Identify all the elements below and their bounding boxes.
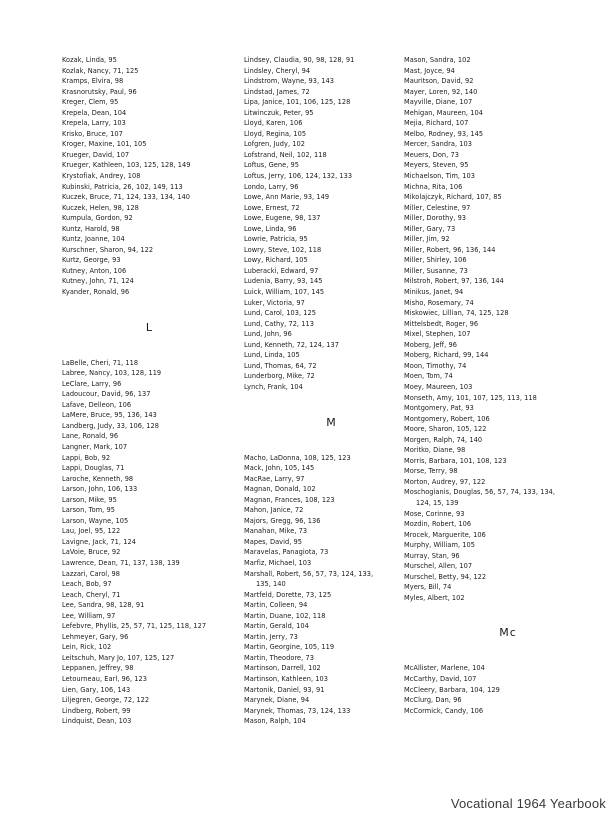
index-entry: Lynch, Frank, 104 bbox=[244, 382, 303, 391]
index-entry: Miller, Susanne, 73 bbox=[404, 266, 468, 275]
index-entry: Lane, Ronald, 96 bbox=[62, 432, 119, 441]
index-entry: Liljegren, George, 72, 122 bbox=[62, 696, 150, 705]
index-entry: Mixel, Stephen, 107 bbox=[404, 330, 471, 339]
index-entry: Miller, Celestine, 97 bbox=[404, 203, 471, 212]
index-entry: Kuczek, Helen, 98, 128 bbox=[62, 203, 139, 212]
index-entry: Meyers, Steven, 95 bbox=[404, 161, 469, 170]
index-entry: Lazzari, Carol, 98 bbox=[62, 569, 120, 578]
index-entry: Michaelson, Tim, 103 bbox=[404, 172, 475, 181]
index-entry: Kozlak, Nancy, 71, 125 bbox=[62, 66, 139, 75]
index-entry: Larson, John, 106, 133 bbox=[62, 485, 138, 494]
index-entry: Ludenia, Barry, 93, 145 bbox=[244, 277, 323, 286]
index-entry: Ladoucour, David, 96, 137 bbox=[62, 390, 151, 399]
index-entry: Laroche, Kenneth, 98 bbox=[62, 474, 134, 483]
index-entry: Magnan, Donald, 102 bbox=[244, 485, 316, 494]
index-entry: Larson, Tom, 95 bbox=[62, 506, 115, 515]
index-entry: Krystofiak, Andrey, 108 bbox=[62, 172, 141, 181]
index-entry: Magnan, Frances, 108, 123 bbox=[244, 495, 335, 504]
index-entry: Lowe, Ann Marie, 93, 149 bbox=[244, 193, 330, 202]
index-entry: Moon, Timothy, 74 bbox=[404, 361, 467, 370]
index-entry: Lund, Kenneth, 72, 124, 137 bbox=[244, 340, 340, 349]
index-entry: Miller, Dorothy, 93 bbox=[404, 214, 467, 223]
index-entry: Miller, Gary, 73 bbox=[404, 224, 456, 233]
index-entry: Milstroh, Robert, 97, 136, 144 bbox=[404, 277, 504, 286]
index-entry: Mrocek, Marguerite, 106 bbox=[404, 530, 486, 539]
index-entry: Lund, Thomas, 64, 72 bbox=[244, 361, 317, 370]
index-entry: Luker, Victoria, 97 bbox=[244, 298, 305, 307]
index-entry: Leach, Bob, 97 bbox=[62, 580, 112, 589]
index-entry: Lappi, Bob, 92 bbox=[62, 453, 111, 462]
index-entry: Marynek, Diane, 94 bbox=[244, 696, 310, 705]
index-entry: 135, 140 bbox=[256, 580, 286, 589]
index-entry: Martonik, Daniel, 93, 91 bbox=[244, 685, 325, 694]
index-entry: Kroger, Maxine, 101, 105 bbox=[62, 140, 147, 149]
index-entry: Meuers, Don, 73 bbox=[404, 150, 459, 159]
index-entry: Lindberg, Robert, 99 bbox=[62, 706, 131, 715]
index-entry: Krepela, Larry, 103 bbox=[62, 119, 126, 128]
index-entry: Kuczek, Bruce, 71, 124, 133, 134, 140 bbox=[62, 193, 190, 202]
index-entry: Martfeld, Dorette, 73, 125 bbox=[244, 590, 332, 599]
index-entry: Lindsey, Claudia, 90, 98, 128, 91 bbox=[244, 56, 355, 64]
index-entry: Kyander, Ronald, 96 bbox=[62, 288, 130, 297]
index-entry: Larson, Wayne, 105 bbox=[62, 516, 129, 525]
index-entry: Lowry, Steve, 102, 118 bbox=[244, 245, 322, 254]
index-entry: Moberg, Jeff, 96 bbox=[404, 340, 457, 349]
index-entry: Morris, Barbara, 101, 108, 123 bbox=[404, 456, 507, 465]
index-entry: Kurschner, Sharon, 94, 122 bbox=[62, 245, 154, 254]
index-entry: Lunderborg, Mike, 72 bbox=[244, 372, 315, 381]
index-entry: Lindstrom, Wayne, 93, 143 bbox=[244, 77, 334, 86]
index-entry: McClurg, Dan, 96 bbox=[404, 696, 462, 705]
index-entry: Labree, Nancy, 103, 128, 119 bbox=[62, 369, 162, 378]
index-entry: Kumpula, Gordon, 92 bbox=[62, 214, 133, 223]
index-entry: Lowrie, Patricia, 95 bbox=[244, 235, 308, 244]
index-entry: Myles, Albert, 102 bbox=[404, 593, 465, 602]
index-entry: Kutney, Anton, 106 bbox=[62, 266, 127, 275]
index-entry: Kramps, Elvira, 98 bbox=[62, 77, 124, 86]
index-column-1 bbox=[62, 55, 237, 727]
index-entry: Montgomery, Robert, 106 bbox=[404, 414, 490, 423]
index-entry: McAllister, Marlene, 104 bbox=[404, 664, 485, 673]
index-entry: Lofstrand, Neil, 102, 118 bbox=[244, 150, 327, 159]
index-entry: Lund, Linda, 105 bbox=[244, 351, 300, 360]
index-entry: Martinson, Darrell, 102 bbox=[244, 664, 321, 673]
index-entry: Lehmeyer, Gary, 96 bbox=[62, 632, 129, 641]
index-entry: Kurtz, George, 93 bbox=[62, 256, 121, 265]
index-entry: MacRae, Larry, 97 bbox=[244, 474, 305, 483]
index-entry: Mehigan, Maureen, 104 bbox=[404, 108, 483, 117]
index-entry: Lau, Joel, 95, 122 bbox=[62, 527, 121, 536]
index-entry: Krisko, Bruce, 107 bbox=[62, 129, 123, 138]
index-entry: LaVoie, Bruce, 92 bbox=[62, 548, 121, 557]
index-entry: Lowe, Ernest, 72 bbox=[244, 203, 300, 212]
index-entry: Mejia, Richard, 107 bbox=[404, 119, 469, 128]
index-entry: Kutney, John, 71, 124 bbox=[62, 277, 134, 286]
index-entry: Manahan, Mike, 73 bbox=[244, 527, 308, 536]
index-entry: Marshall, Robert, 56, 57, 73, 124, 133, bbox=[244, 569, 374, 578]
index-entry: Luberacki, Edward, 97 bbox=[244, 266, 319, 275]
index-entry: Lindquist, Dean, 103 bbox=[62, 717, 132, 726]
index-entry: Misho, Rosemary, 74 bbox=[404, 298, 474, 307]
index-entry: Lappi, Douglas, 71 bbox=[62, 464, 125, 473]
index-entry: Lawrence, Dean, 71, 137, 138, 139 bbox=[62, 558, 180, 567]
index-entry: Lowe, Linda, 96 bbox=[244, 224, 297, 233]
index-entry: Mikolajczyk, Richard, 107, 85 bbox=[404, 193, 502, 202]
index-entry: Leach, Cheryl, 71 bbox=[62, 590, 121, 599]
index-entry: Lipa, Janice, 101, 106, 125, 128 bbox=[244, 98, 351, 107]
index-entry: Mack, John, 105, 145 bbox=[244, 464, 315, 473]
index-entry: Lund, John, 96 bbox=[244, 330, 292, 339]
index-entry: Kuntz, Joanne, 104 bbox=[62, 235, 125, 244]
index-entry: Majors, Gregg, 96, 136 bbox=[244, 516, 321, 525]
index-entry: Londo, Larry, 96 bbox=[244, 182, 299, 191]
index-entry: Moberg, Richard, 99, 144 bbox=[404, 351, 489, 360]
index-entry: Martin, Gerald, 104 bbox=[244, 622, 309, 631]
index-entry: Kuntz, Harold, 98 bbox=[62, 224, 120, 233]
index-entry: Lindstad, James, 72 bbox=[244, 87, 310, 96]
index-entry: Miller, Jim, 92 bbox=[404, 235, 450, 244]
index-entry: Moore, Sharon, 105, 122 bbox=[404, 425, 487, 434]
index-entry: Mason, Ralph, 104 bbox=[244, 717, 306, 726]
index-entry: Macho, LaDonna, 108, 125, 123 bbox=[244, 453, 351, 462]
index-entry: Krasnorutsky, Paul, 96 bbox=[62, 87, 137, 96]
index-entry: Murschel, Allen, 107 bbox=[404, 562, 473, 571]
index-entry: Mozdin, Robert, 106 bbox=[404, 520, 472, 529]
index-entry: Moritko, Diane, 98 bbox=[404, 446, 466, 455]
index-entry: Martin, Duane, 102, 118 bbox=[244, 611, 326, 620]
index-entry: Moey, Maureen, 103 bbox=[404, 382, 473, 391]
index-entry: Luick, William, 107, 145 bbox=[244, 288, 325, 297]
index-entry: Morton, Audrey, 97, 122 bbox=[404, 477, 486, 486]
section-letter-heading: Mc bbox=[499, 626, 517, 640]
index-entry: LaBelle, Cheri, 71, 118 bbox=[62, 358, 139, 367]
index-entry: Moen, Tom, 74 bbox=[404, 372, 453, 381]
index-entry: Lindsley, Cheryl, 94 bbox=[244, 66, 311, 75]
index-entry: Loftus, Jerry, 106, 124, 132, 133 bbox=[244, 172, 353, 181]
index-entry: Mast, Joyce, 94 bbox=[404, 66, 455, 75]
section-letter-heading: M bbox=[326, 415, 337, 429]
index-entry: Lloyd, Karen, 106 bbox=[244, 119, 303, 128]
index-entry: Lavigne, Jack, 71, 124 bbox=[62, 537, 136, 546]
index-entry: Leitschuh, Mary Jo, 107, 125, 127 bbox=[62, 653, 175, 662]
index-entry: Martin, Jerry, 73 bbox=[244, 632, 298, 641]
index-entry: Lowe, Eugene, 98, 137 bbox=[244, 214, 321, 223]
index-entry: Lofgren, Judy, 102 bbox=[244, 140, 305, 149]
index-entry: Lloyd, Regina, 105 bbox=[244, 129, 307, 138]
yearbook-watermark: Vocational 1964 Yearbook bbox=[450, 796, 606, 811]
index-entry: Lee, William, 97 bbox=[62, 611, 116, 620]
index-entry: Maravelas, Panagiota, 73 bbox=[244, 548, 329, 557]
index-entry: LeClare, Larry, 96 bbox=[62, 379, 122, 388]
index-entry: Murray, Stan, 96 bbox=[404, 551, 460, 560]
index-entry: Lein, Rick, 102 bbox=[62, 643, 112, 652]
index-column-2 bbox=[244, 55, 419, 727]
section-letter-heading: L bbox=[145, 320, 154, 334]
index-entry: Miller, Robert, 96, 136, 144 bbox=[404, 245, 496, 254]
index-entry: Moschogianis, Douglas, 56, 57, 74, 133, 134, bbox=[404, 488, 556, 497]
index-entry: Letourneau, Earl, 96, 123 bbox=[62, 674, 148, 683]
index-entry: Morgen, Ralph, 74, 140 bbox=[404, 435, 483, 444]
index-entry: Murschel, Betty, 94, 122 bbox=[404, 572, 487, 581]
index-entry: Mapes, David, 95 bbox=[244, 537, 303, 546]
index-entry: Mayer, Loren, 92, 140 bbox=[404, 87, 478, 96]
index-entry: Monseth, Amy, 101, 107, 125, 113, 118 bbox=[404, 393, 537, 402]
index-entry: Litwinczuk, Peter, 95 bbox=[244, 108, 314, 117]
index-entry: LaMere, Bruce, 95, 136, 143 bbox=[62, 411, 157, 420]
index-entry: Martin, Theodore, 73 bbox=[244, 653, 314, 662]
index-entry: Michna, Rita, 106 bbox=[404, 182, 463, 191]
index-entry: Lund, Carol, 103, 125 bbox=[244, 309, 316, 318]
index-entry: Lien, Gary, 106, 143 bbox=[62, 685, 131, 694]
index-column-3 bbox=[404, 55, 612, 716]
index-entry: Marynek, Thomas, 73, 124, 133 bbox=[244, 706, 351, 715]
index-entry: Kubinski, Patricia, 26, 102, 149, 113 bbox=[62, 182, 183, 191]
index-entry: Miller, Shirley, 106 bbox=[404, 256, 467, 265]
index-entry: Martin, Colleen, 94 bbox=[244, 601, 308, 610]
index-entry: Murphy, William, 105 bbox=[404, 541, 475, 550]
index-entry: Melbo, Rodney, 93, 145 bbox=[404, 129, 484, 138]
index-entry: McCormick, Candy, 106 bbox=[404, 706, 484, 715]
index-entry: Lefebvre, Phyllis, 25, 57, 71, 125, 118, 127 bbox=[62, 622, 207, 631]
index-entry: McCleery, Barbara, 104, 129 bbox=[404, 685, 500, 694]
index-entry: Landberg, Judy, 33, 106, 128 bbox=[62, 421, 160, 430]
index-entry: Montgomery, Pat, 93 bbox=[404, 404, 474, 413]
index-entry: Mauritson, David, 92 bbox=[404, 77, 474, 86]
index-entry: Lowy, Richard, 105 bbox=[244, 256, 308, 265]
index-entry: Kreger, Clem, 95 bbox=[62, 98, 119, 107]
index-entry: Martin, Georgine, 105, 119 bbox=[244, 643, 335, 652]
index-entry: Mayville, Diane, 107 bbox=[404, 98, 473, 107]
index-entry: Lafave, Delleon, 106 bbox=[62, 400, 132, 409]
index-entry: Krueger, David, 107 bbox=[62, 150, 130, 159]
index-entry: Minikus, Janet, 94 bbox=[404, 288, 464, 297]
index-entry: Lee, Sandra, 98, 128, 91 bbox=[62, 601, 145, 610]
index-entry: Mose, Corinne, 93 bbox=[404, 509, 465, 518]
index-entry: Krueger, Kathleen, 103, 125, 128, 149 bbox=[62, 161, 191, 170]
index-entry: Myers, Bill, 74 bbox=[404, 583, 452, 592]
index-entry: Kozak, Linda, 95 bbox=[62, 56, 117, 64]
index-entry: Martinson, Kathleen, 103 bbox=[244, 674, 328, 683]
index-entry: Mahon, Janice, 72 bbox=[244, 506, 304, 515]
index-entry: 124, 15, 139 bbox=[416, 498, 459, 507]
index-entry: McCarthy, David, 107 bbox=[404, 674, 477, 683]
index-entry: Morse, Terry, 98 bbox=[404, 467, 458, 476]
index-entry: Mason, Sandra, 102 bbox=[404, 56, 471, 64]
index-entry: Larson, Mike, 95 bbox=[62, 495, 117, 504]
index-entry: Mercer, Sandra, 103 bbox=[404, 140, 472, 149]
index-entry: Miskowiec, Lillian, 74, 125, 128 bbox=[404, 309, 509, 318]
index-entry: Marfiz, Michael, 103 bbox=[244, 558, 312, 567]
index-entry: Langner, Mark, 107 bbox=[62, 442, 128, 451]
index-entry: Leppanen, Jeffrey, 98 bbox=[62, 664, 134, 673]
index-entry: Lund, Cathy, 72, 113 bbox=[244, 319, 314, 328]
index-entry: Krepela, Dean, 104 bbox=[62, 108, 127, 117]
index-entry: Mittelsbedt, Roger, 96 bbox=[404, 319, 479, 328]
index-entry: Loftus, Gene, 95 bbox=[244, 161, 299, 170]
